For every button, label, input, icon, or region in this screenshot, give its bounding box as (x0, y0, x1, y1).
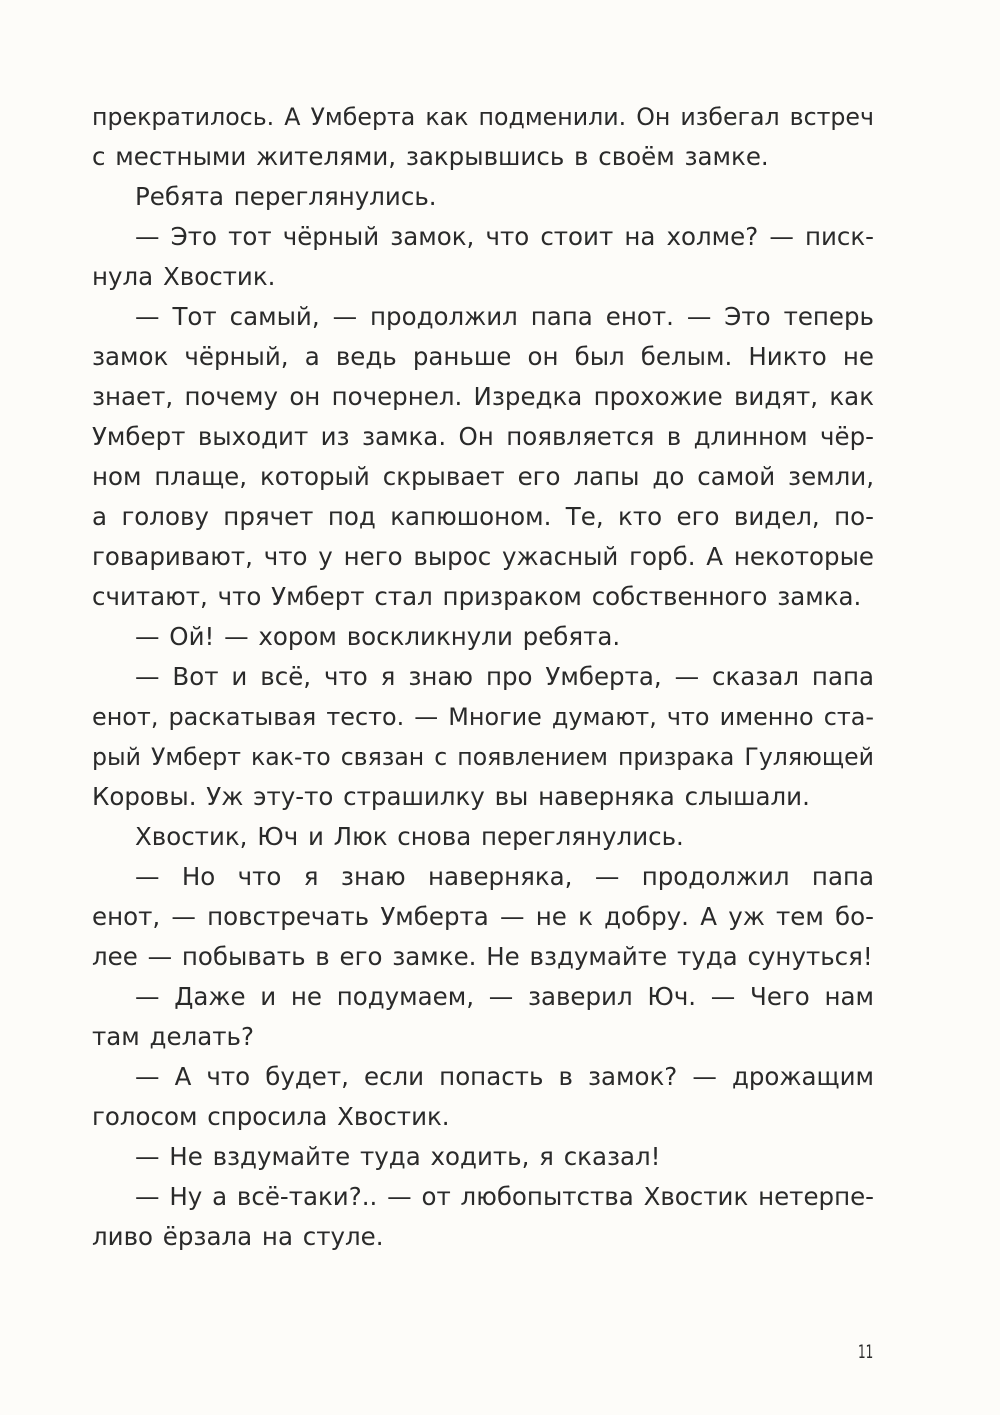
text-line: — Это тот чёрный замок, что стоит на холме? — писк- (135, 222, 874, 251)
text-line: рый Умберт как-то связан с появлением призрака Гуляющей (92, 743, 874, 771)
page-number: 11 (858, 1341, 874, 1363)
text-line: лее — побывать в его замке. Не вздумайте туда сунуться! (92, 942, 873, 971)
text-line: прекратилось. А Умберта как подменили. Он избегал встреч (92, 103, 874, 131)
text-line: — Не вздумайте туда ходить, я сказал! (135, 1142, 661, 1171)
text-line: ном плаще, который скрывает его лапы до самой земли, (92, 462, 874, 491)
text-line: — Тот самый, — продолжил папа енот. — Это теперь (135, 302, 874, 331)
text-line: а голову прячет под капюшоном. Те, кто его видел, по- (92, 502, 874, 531)
text-line: замок чёрный, а ведь раньше он был белым. Никто не (92, 342, 874, 371)
text-line: Ребята переглянулись. (135, 182, 437, 211)
text-line: считают, что Умберт стал призраком собственного замка. (92, 582, 862, 611)
text-line: говаривают, что у него вырос ужасный горб. А некоторые (92, 542, 874, 571)
text-line: голосом спросила Хвостик. (92, 1102, 450, 1131)
text-line: — Ой! — хором воскликнули ребята. (135, 622, 621, 651)
text-line: енот, раскатывая тесто. — Многие думают, что именно ста- (92, 703, 874, 731)
text-line: — А что будет, если попасть в замок? — дрожащим (135, 1062, 874, 1091)
text-line: с местными жителями, закрывшись в своём замке. (92, 142, 769, 171)
text-line: знает, почему он почернел. Изредка прохожие видят, как (92, 382, 874, 411)
text-line: Хвостик, Юч и Люк снова переглянулись. (135, 822, 684, 851)
text-line: ливо ёрзала на стуле. (92, 1222, 384, 1251)
text-line: там делать? (92, 1022, 254, 1051)
text-line: Коровы. Уж эту-то страшилку вы наверняка слышали. (92, 782, 810, 811)
body-text (92, 97, 874, 1257)
text-line: — Вот и всё, что я знаю про Умберта, — сказал папа (135, 662, 874, 691)
text-line: нула Хвостик. (92, 262, 276, 291)
text-line: — Даже и не подумаем, — заверил Юч. — Чего нам (135, 982, 874, 1011)
text-line: енот, — повстречать Умберта — не к добру. А уж тем бо- (92, 902, 874, 931)
text-line: — Но что я знаю наверняка, — продолжил папа (135, 862, 874, 891)
text-line: Умберт выходит из замка. Он появляется в длинном чёр- (92, 422, 874, 451)
text-line: — Ну а всё-таки?.. — от любопытства Хвостик нетерпе- (135, 1182, 874, 1211)
